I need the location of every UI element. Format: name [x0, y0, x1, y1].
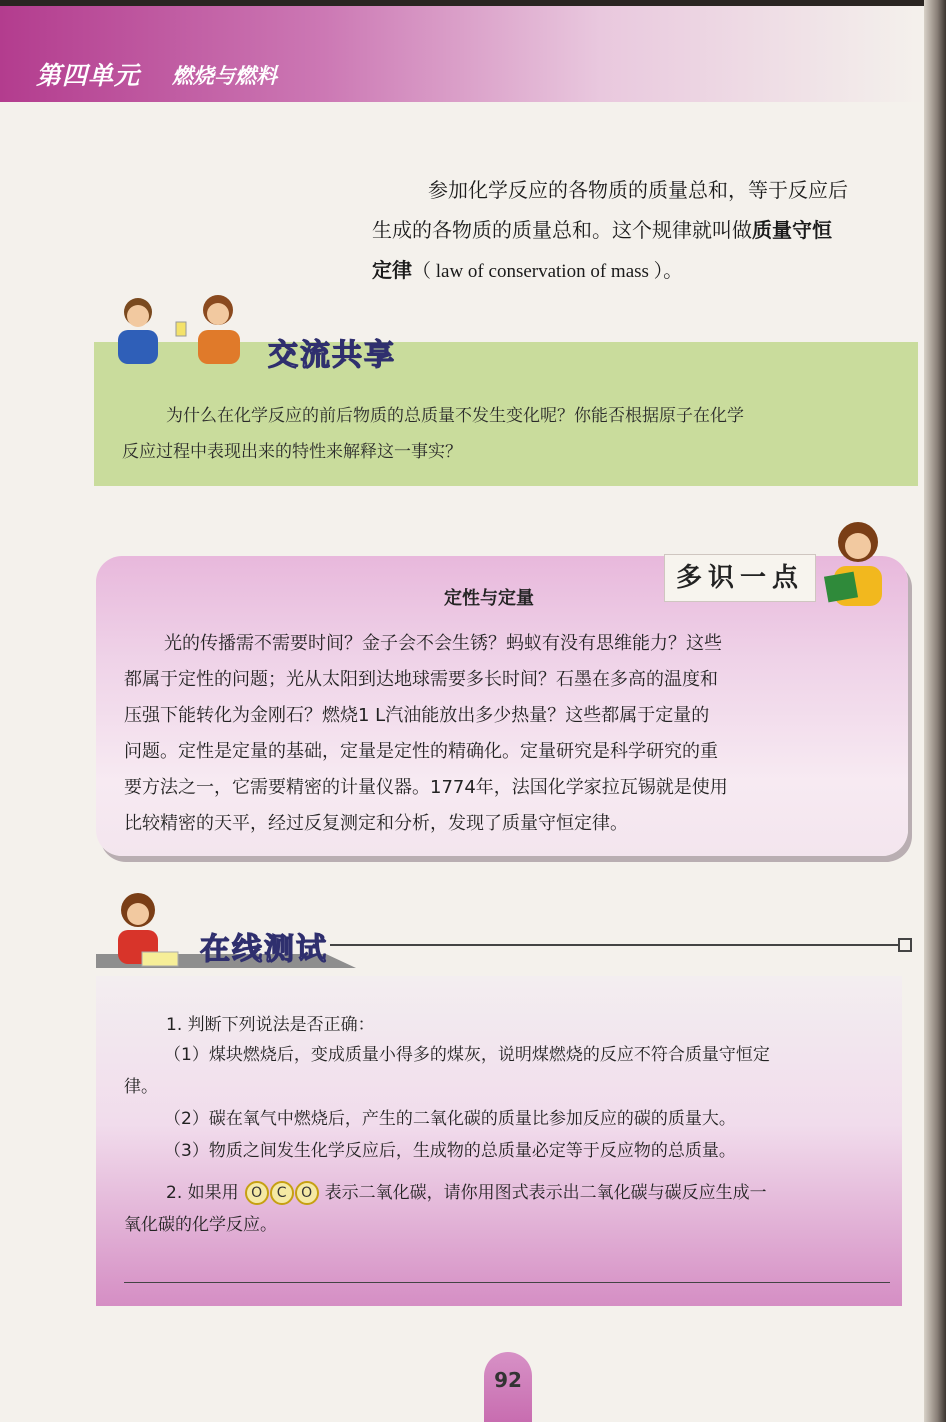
share-line-2: 反应过程中表现出来的特性来解释这一事实？	[122, 442, 462, 462]
test-section-title: 在线测试	[200, 932, 328, 967]
unit-subject: 燃烧与燃料	[172, 64, 277, 88]
know-line: 压强下能转化为金刚石？燃烧1 L汽油能放出多少热量？这些都属于定量的	[124, 705, 710, 726]
question-1-1: （1）煤块燃烧后，变成质量小得多的煤灰，说明煤燃烧的反应不符合质量守恒定	[164, 1045, 770, 1065]
girl-writing-illustration	[106, 890, 180, 976]
know-line: 比较精密的天平，经过反复测定和分析，发现了质量守恒定律。	[124, 813, 628, 834]
oxygen-atom-icon: O	[245, 1181, 269, 1205]
question-1: 1. 判断下列说法是否正确：	[166, 1015, 375, 1035]
page-number: 92	[494, 1368, 522, 1392]
share-section-title: 交流共享	[268, 338, 396, 373]
carbon-atom-icon: C	[270, 1181, 294, 1205]
question-1-1-cont: 律。	[124, 1077, 158, 1097]
co2-molecule-icon	[245, 1181, 319, 1205]
test-header-endcap	[898, 938, 912, 952]
question-2	[166, 1178, 896, 1208]
law-line-2: 生成的各物质的质量总和。这个规律就叫做	[372, 218, 752, 242]
oxygen-atom-icon: O	[295, 1181, 319, 1205]
know-more-body	[124, 626, 886, 842]
share-line-1: 为什么在化学反应的前后物质的总质量不发生变化呢？你能否根据原子在化学	[166, 406, 744, 426]
know-line: 要方法之一，它需要精密的计量仪器。1774年，法国化学家拉瓦锡就是使用	[124, 777, 728, 798]
know-line: 问题。定性是定量的基础，定量是定性的精确化。定量研究是科学研究的重	[124, 741, 718, 762]
unit-title: 第四单元	[36, 61, 141, 90]
girl-reading-illustration	[818, 518, 898, 612]
test-header-rule	[330, 944, 900, 946]
law-english-term: （ law of conservation of mass ）	[412, 261, 664, 282]
law-term-bold: 质量守恒	[752, 218, 832, 242]
question-1-3: （3）物质之间发生化学反应后，生成物的总质量必定等于反应物的总质量。	[164, 1141, 736, 1161]
law-line-end: 。	[663, 258, 684, 282]
know-line: 都属于定性的问题；光从太阳到达地球需要多长时间？石墨在多高的温度和	[124, 669, 718, 690]
law-term-bold-2: 定律	[372, 258, 412, 282]
question-2-start: 2. 如果用	[166, 1183, 239, 1203]
answer-line	[124, 1282, 890, 1283]
share-question	[122, 398, 892, 470]
question-2-mid: 表示二氧化碳，请你用图式表示出二氧化碳与碳反应生成一	[324, 1183, 767, 1203]
question-1-2: （2）碳在氧气中燃烧后，产生的二氧化碳的质量比参加反应的碳的质量大。	[164, 1109, 736, 1129]
question-2-cont: 氧化碳的化学反应。	[124, 1215, 277, 1235]
book-spine-edge	[924, 0, 946, 1422]
know-more-title: 定性与定量	[444, 588, 534, 609]
know-line: 光的传播需不需要时间？金子会不会生锈？蚂蚁有没有思维能力？这些	[164, 633, 722, 654]
know-more-label: 多识一点	[664, 554, 816, 602]
law-line-1: 参加化学反应的各物质的质量总和，等于反应后	[428, 178, 848, 202]
two-kids-illustration	[98, 292, 268, 372]
law-paragraph	[372, 170, 922, 292]
